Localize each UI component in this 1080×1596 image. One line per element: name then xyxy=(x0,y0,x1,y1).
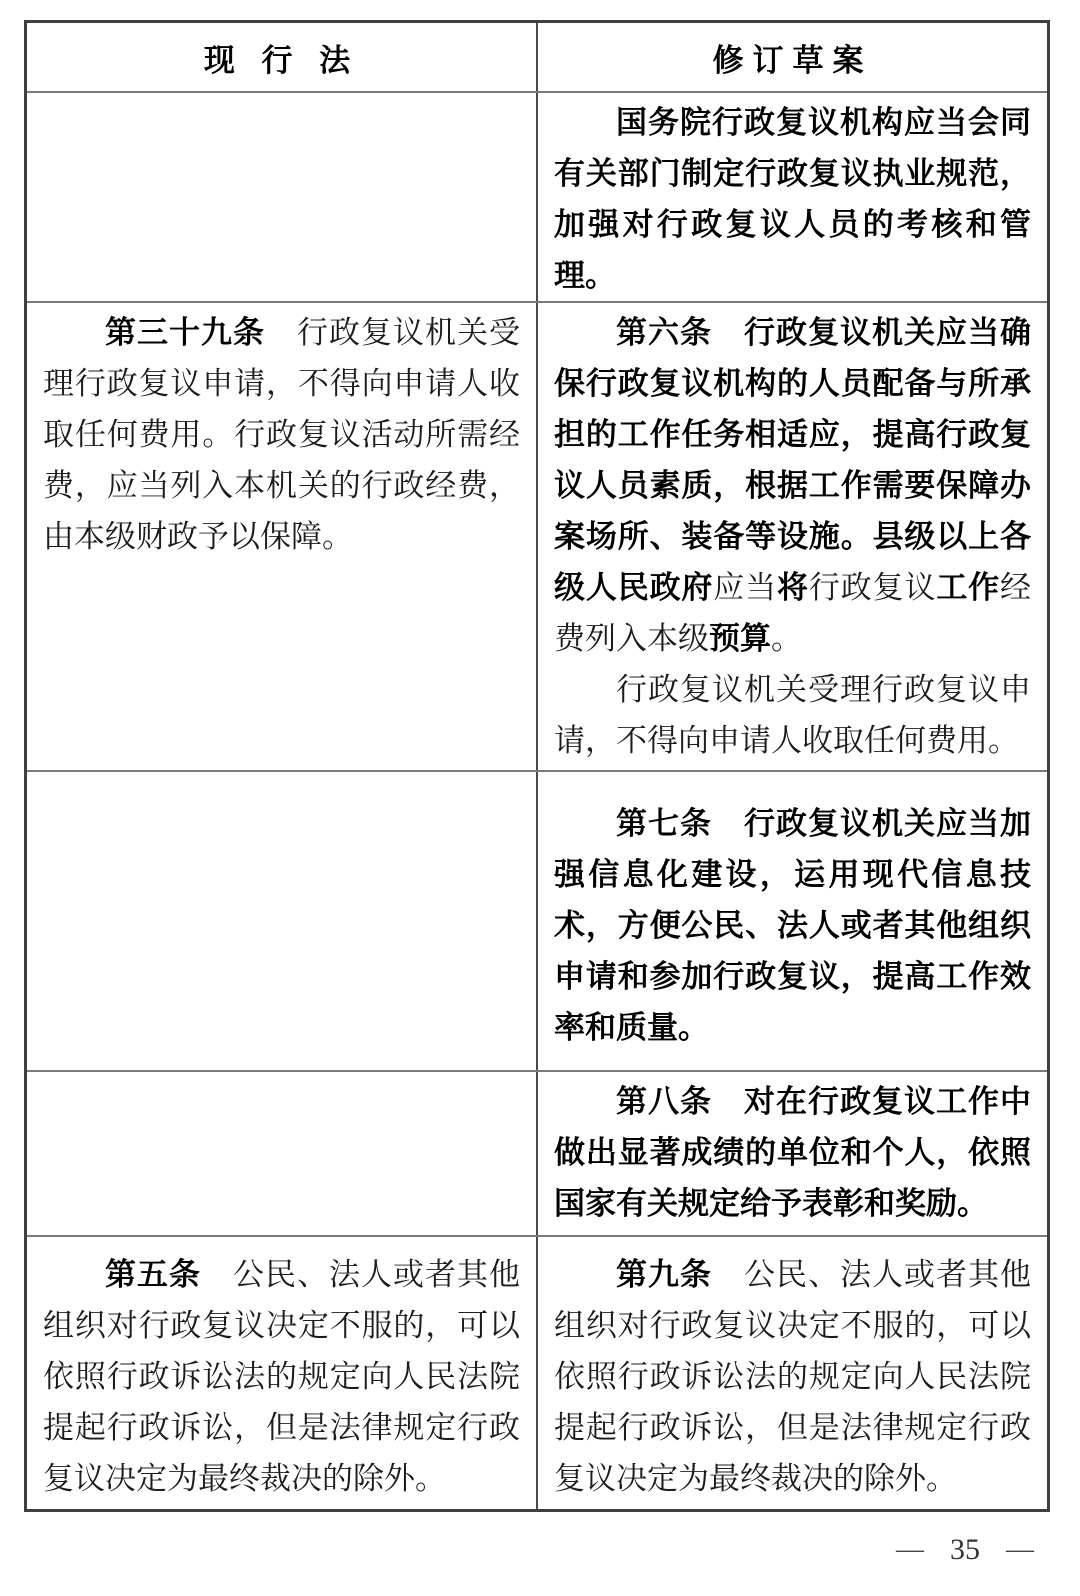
table-header-row xyxy=(27,23,1047,91)
comparison-table xyxy=(24,20,1050,1512)
text-run: 。 xyxy=(771,621,802,656)
text-run: 第五条 xyxy=(105,1257,201,1292)
cell-left xyxy=(27,1072,536,1235)
table-row xyxy=(27,301,1047,770)
header-current-law: 现 行 法 xyxy=(203,42,360,78)
text-run: 行政复议机关受理行政复议申请，不得向申请人收取任何费用。行政复议活动所需经费，应当列入本机关的行政经费，由本级财政予以保障。 xyxy=(43,315,520,554)
cell-left xyxy=(27,772,536,1070)
cell-right xyxy=(536,303,1047,770)
table-row xyxy=(27,1235,1047,1509)
text-run: 工作 xyxy=(936,570,1001,605)
paragraph xyxy=(43,307,520,562)
table-row xyxy=(27,1070,1047,1235)
table-body xyxy=(27,91,1047,1509)
paragraph xyxy=(554,307,1031,664)
cell-right xyxy=(536,1237,1047,1509)
table-row xyxy=(27,770,1047,1070)
paragraph xyxy=(554,1076,1031,1229)
paragraph xyxy=(554,798,1031,1053)
text-run: 经费列入本级 xyxy=(554,570,1032,656)
text-run: 将 xyxy=(777,570,809,605)
page-footer xyxy=(896,1533,1034,1567)
text-run: 行政复议机关受理行政复议申请，不得向申请人收取任何费用。 xyxy=(554,672,1031,758)
paragraph xyxy=(554,1249,1031,1504)
paragraph xyxy=(554,664,1031,766)
page-number: 35 xyxy=(950,1533,980,1566)
cell-left xyxy=(27,1237,536,1509)
footer-dash-left: — xyxy=(896,1534,924,1565)
paragraph xyxy=(43,1249,520,1504)
text-run: 预算 xyxy=(709,621,771,656)
text-run: 第九条 xyxy=(616,1257,712,1292)
footer-dash-right: — xyxy=(1006,1534,1034,1565)
cell-left xyxy=(27,303,536,770)
text-run: 第七条 行政复议机关应当加强信息化建设，运用现代信息技术，方便公民、法人或者其他组织申请和参加行政复议，提高工作效率和质量。 xyxy=(554,806,1031,1045)
table-row xyxy=(27,91,1047,301)
text-run: 第八条 对在行政复议工作中做出显著成绩的单位和个人，依照国家有关规定给予表彰和奖励。 xyxy=(554,1084,1031,1221)
text-run: 第六条 行政复议机关应当确保行政复议机构的人员配备与所承担的工作任务相适应，提高行政复议人员素质，根据工作需要保障办案场所、装备等设施。县级以上各级人民政府 xyxy=(554,315,1031,605)
text-run: 公民、法人或者其他组织对行政复议决定不服的，可以依照行政诉讼法的规定向人民法院提起行政诉讼，但是法律规定行政复议决定为最终裁决的除外。 xyxy=(554,1257,1031,1496)
text-run: 行政复议 xyxy=(808,570,937,605)
paragraph xyxy=(554,97,1031,301)
text-run: 国务院行政复议机构应当会同有关部门制定行政复议执业规范，加强对行政复议人员的考核和管理。 xyxy=(554,105,1031,293)
header-revised-draft: 修订草案 xyxy=(536,23,1047,91)
cell-right xyxy=(536,1072,1047,1235)
cell-right xyxy=(536,93,1047,301)
cell-right xyxy=(536,772,1047,1070)
text-run: 公民、法人或者其他组织对行政复议决定不服的，可以依照行政诉讼法的规定向人民法院提起行政诉讼，但是法律规定行政复议决定为最终裁决的除外。 xyxy=(43,1257,520,1496)
text-run: 第三十九条 xyxy=(105,315,265,350)
text-run: 应当 xyxy=(713,570,778,605)
cell-left xyxy=(27,93,536,301)
